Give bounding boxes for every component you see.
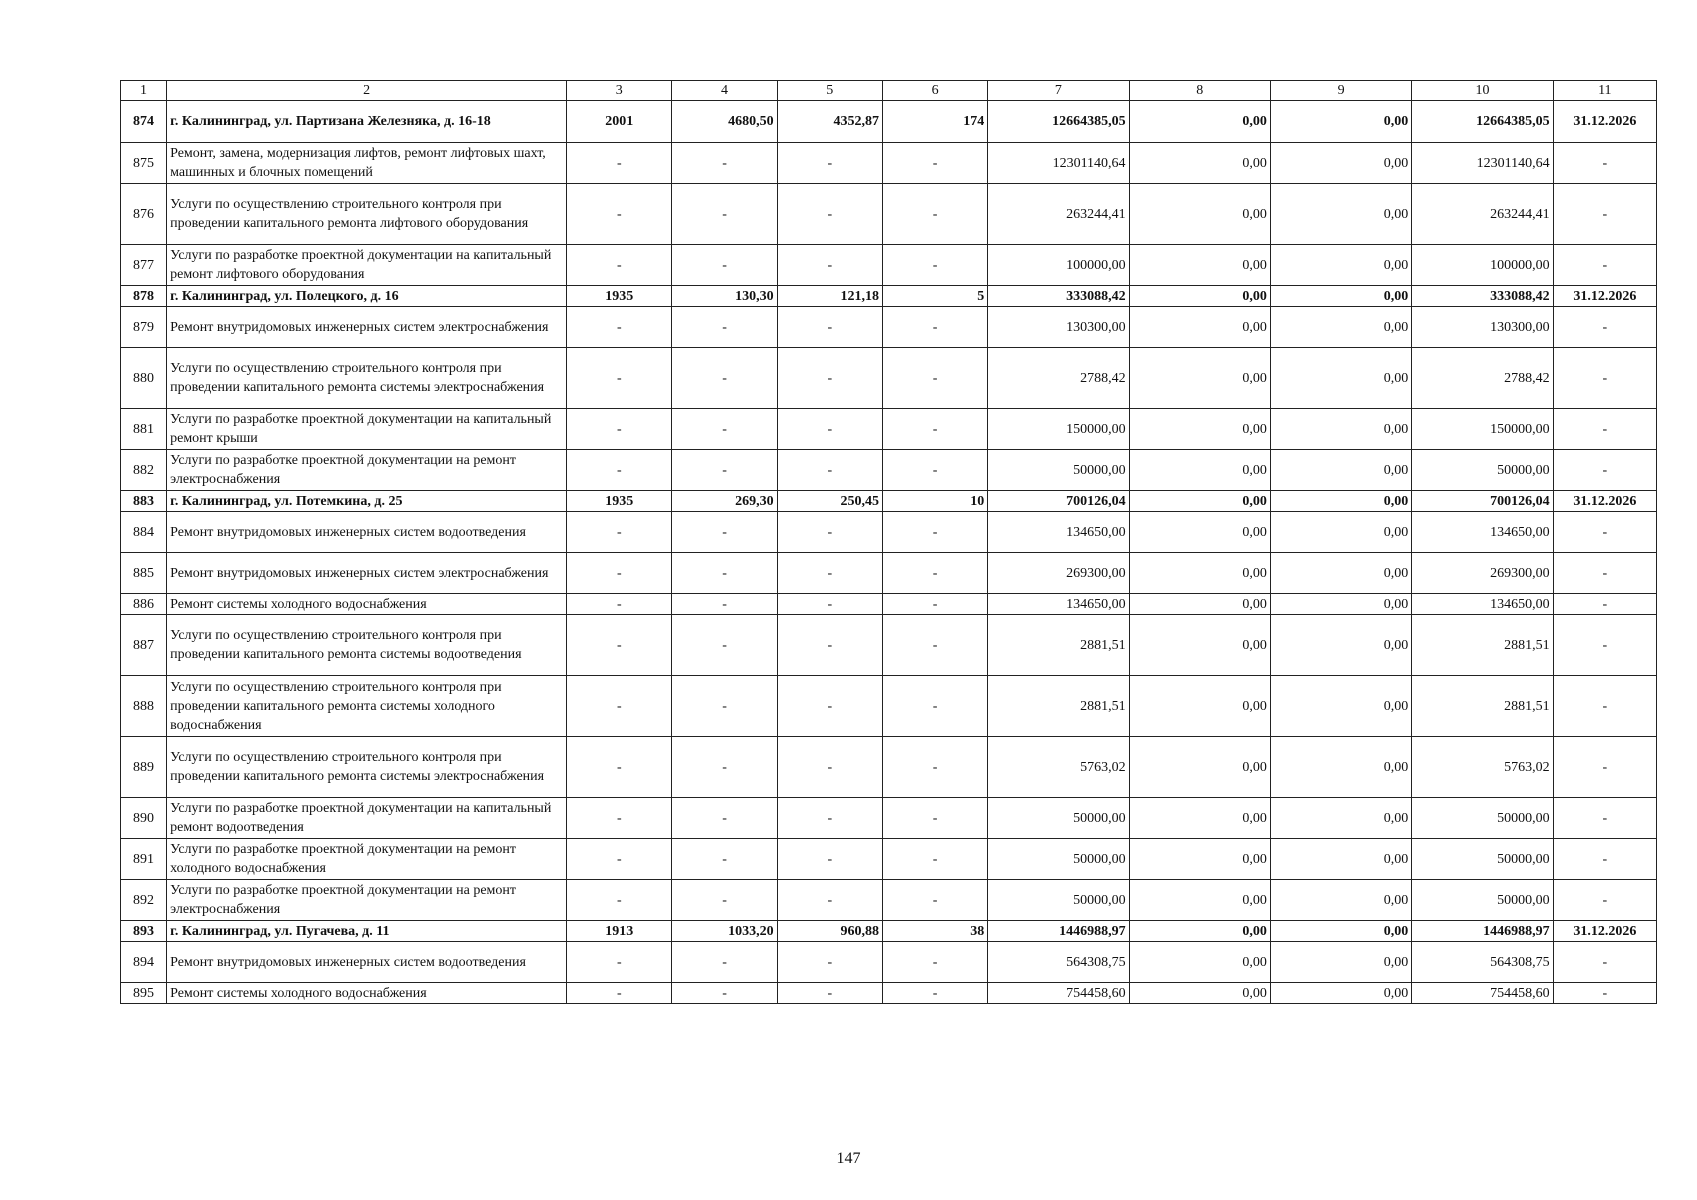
object-name: Ремонт внутридомовых инженерных систем водоотведения [167, 512, 567, 553]
total-cost-value: 754458,60 [988, 983, 1129, 1004]
object-name: Услуги по разработке проектной документации на ремонт электроснабжения [167, 880, 567, 921]
year-value: 1935 [567, 491, 672, 512]
cost-col9-value: 0,00 [1270, 880, 1411, 921]
cost-col9-value: 0,00 [1270, 307, 1411, 348]
cost-col9-value: 0,00 [1270, 409, 1411, 450]
residents-value: - [882, 615, 987, 676]
deadline-value: - [1553, 798, 1656, 839]
cost-col9-value: 0,00 [1270, 245, 1411, 286]
cost-col8-value: 0,00 [1129, 921, 1270, 942]
work-row [121, 839, 1657, 880]
cost-col8-value: 0,00 [1129, 615, 1270, 676]
row-number: 884 [121, 512, 167, 553]
row-number: 881 [121, 409, 167, 450]
deadline-value: - [1553, 676, 1656, 737]
living-area-value: - [777, 839, 882, 880]
living-area-value: - [777, 880, 882, 921]
object-name: Услуги по осуществлению строительного контроля при проведении капитального ремонта системы электроснабжения [167, 348, 567, 409]
table-body [121, 101, 1657, 1004]
year-value: - [567, 880, 672, 921]
object-name: Услуги по разработке проектной документации на ремонт холодного водоснабжения [167, 839, 567, 880]
cost-col8-value: 0,00 [1129, 101, 1270, 143]
total-area-value: - [672, 594, 777, 615]
cost-col9-value: 0,00 [1270, 553, 1411, 594]
living-area-value: - [777, 450, 882, 491]
cost-col10-value: 564308,75 [1412, 942, 1553, 983]
total-cost-value: 150000,00 [988, 409, 1129, 450]
year-value: - [567, 409, 672, 450]
work-row [121, 737, 1657, 798]
row-number: 890 [121, 798, 167, 839]
cost-col10-value: 263244,41 [1412, 184, 1553, 245]
cost-col9-value: 0,00 [1270, 942, 1411, 983]
cost-col8-value: 0,00 [1129, 491, 1270, 512]
total-area-value: 269,30 [672, 491, 777, 512]
cost-col10-value: 12301140,64 [1412, 143, 1553, 184]
object-name: Услуги по разработке проектной документации на капитальный ремонт крыши [167, 409, 567, 450]
work-row [121, 594, 1657, 615]
living-area-value: - [777, 409, 882, 450]
total-area-value: - [672, 798, 777, 839]
total-cost-value: 5763,02 [988, 737, 1129, 798]
residents-value: - [882, 880, 987, 921]
cost-col10-value: 50000,00 [1412, 450, 1553, 491]
living-area-value: 4352,87 [777, 101, 882, 143]
object-row [121, 491, 1657, 512]
total-cost-value: 134650,00 [988, 512, 1129, 553]
work-row [121, 184, 1657, 245]
deadline-value: - [1553, 307, 1656, 348]
deadline-value: - [1553, 594, 1656, 615]
cost-col8-value: 0,00 [1129, 737, 1270, 798]
residents-value: - [882, 143, 987, 184]
total-cost-value: 50000,00 [988, 839, 1129, 880]
living-area-value: 121,18 [777, 286, 882, 307]
cost-col9-value: 0,00 [1270, 839, 1411, 880]
cost-col10-value: 700126,04 [1412, 491, 1553, 512]
cost-col10-value: 50000,00 [1412, 839, 1553, 880]
cost-col10-value: 754458,60 [1412, 983, 1553, 1004]
column-number: 8 [1129, 81, 1270, 101]
work-row [121, 409, 1657, 450]
total-cost-value: 1446988,97 [988, 921, 1129, 942]
total-area-value: - [672, 184, 777, 245]
cost-col9-value: 0,00 [1270, 921, 1411, 942]
object-name: Ремонт системы холодного водоснабжения [167, 594, 567, 615]
cost-col8-value: 0,00 [1129, 143, 1270, 184]
residents-value: - [882, 450, 987, 491]
year-value: - [567, 615, 672, 676]
cost-col9-value: 0,00 [1270, 184, 1411, 245]
object-name: Услуги по разработке проектной документации на капитальный ремонт водоотведения [167, 798, 567, 839]
living-area-value: - [777, 512, 882, 553]
cost-col10-value: 134650,00 [1412, 594, 1553, 615]
total-area-value: - [672, 409, 777, 450]
cost-col10-value: 50000,00 [1412, 798, 1553, 839]
deadline-value: - [1553, 512, 1656, 553]
living-area-value: - [777, 348, 882, 409]
total-cost-value: 333088,42 [988, 286, 1129, 307]
year-value: - [567, 983, 672, 1004]
deadline-value: - [1553, 942, 1656, 983]
deadline-value: - [1553, 983, 1656, 1004]
total-area-value: - [672, 676, 777, 737]
work-row [121, 348, 1657, 409]
living-area-value: - [777, 594, 882, 615]
object-name: Услуги по осуществлению строительного контроля при проведении капитального ремонта системы холодного водоснабжения [167, 676, 567, 737]
residents-value: - [882, 839, 987, 880]
cost-col8-value: 0,00 [1129, 676, 1270, 737]
living-area-value: - [777, 143, 882, 184]
cost-col9-value: 0,00 [1270, 798, 1411, 839]
cost-col8-value: 0,00 [1129, 942, 1270, 983]
cost-col9-value: 0,00 [1270, 143, 1411, 184]
object-name: г. Калининград, ул. Партизана Железняка, д. 16-18 [167, 101, 567, 143]
year-value: - [567, 143, 672, 184]
page-number: 147 [836, 1150, 861, 1167]
column-number: 4 [672, 81, 777, 101]
residents-value: - [882, 737, 987, 798]
deadline-value: 31.12.2026 [1553, 286, 1656, 307]
residents-value: - [882, 348, 987, 409]
total-area-value: - [672, 307, 777, 348]
residents-value: - [882, 245, 987, 286]
year-value: - [567, 594, 672, 615]
row-number: 878 [121, 286, 167, 307]
object-name: Услуги по осуществлению строительного контроля при проведении капитального ремонта лифтового оборудования [167, 184, 567, 245]
object-row [121, 286, 1657, 307]
total-cost-value: 2788,42 [988, 348, 1129, 409]
total-cost-value: 269300,00 [988, 553, 1129, 594]
deadline-value: - [1553, 880, 1656, 921]
residents-value: 5 [882, 286, 987, 307]
living-area-value: - [777, 184, 882, 245]
row-number: 880 [121, 348, 167, 409]
cost-col10-value: 150000,00 [1412, 409, 1553, 450]
total-area-value: - [672, 245, 777, 286]
row-number: 883 [121, 491, 167, 512]
total-cost-value: 12664385,05 [988, 101, 1129, 143]
deadline-value: 31.12.2026 [1553, 101, 1656, 143]
deadline-value: - [1553, 184, 1656, 245]
living-area-value: - [777, 676, 882, 737]
cost-col10-value: 5763,02 [1412, 737, 1553, 798]
work-row [121, 983, 1657, 1004]
row-number: 874 [121, 101, 167, 143]
cost-col9-value: 0,00 [1270, 450, 1411, 491]
deadline-value: - [1553, 409, 1656, 450]
object-name: Ремонт внутридомовых инженерных систем электроснабжения [167, 307, 567, 348]
object-row [121, 921, 1657, 942]
deadline-value: - [1553, 143, 1656, 184]
living-area-value: 250,45 [777, 491, 882, 512]
work-row [121, 245, 1657, 286]
cost-col9-value: 0,00 [1270, 101, 1411, 143]
total-cost-value: 100000,00 [988, 245, 1129, 286]
object-name: Услуги по осуществлению строительного контроля при проведении капитального ремонта системы электроснабжения [167, 737, 567, 798]
row-number: 892 [121, 880, 167, 921]
deadline-value: 31.12.2026 [1553, 491, 1656, 512]
total-area-value: 130,30 [672, 286, 777, 307]
column-number: 9 [1270, 81, 1411, 101]
total-area-value: - [672, 143, 777, 184]
total-cost-value: 2881,51 [988, 615, 1129, 676]
object-row [121, 101, 1657, 143]
residents-value: 10 [882, 491, 987, 512]
row-number: 885 [121, 553, 167, 594]
cost-col10-value: 12664385,05 [1412, 101, 1553, 143]
row-number: 893 [121, 921, 167, 942]
total-cost-value: 12301140,64 [988, 143, 1129, 184]
row-number: 889 [121, 737, 167, 798]
total-cost-value: 50000,00 [988, 450, 1129, 491]
residents-value: - [882, 594, 987, 615]
cost-col9-value: 0,00 [1270, 676, 1411, 737]
cost-col10-value: 130300,00 [1412, 307, 1553, 348]
year-value: 1913 [567, 921, 672, 942]
living-area-value: - [777, 737, 882, 798]
cost-col8-value: 0,00 [1129, 245, 1270, 286]
column-number: 5 [777, 81, 882, 101]
total-cost-value: 134650,00 [988, 594, 1129, 615]
year-value: 2001 [567, 101, 672, 143]
total-cost-value: 263244,41 [988, 184, 1129, 245]
column-number: 6 [882, 81, 987, 101]
cost-col10-value: 269300,00 [1412, 553, 1553, 594]
cost-col8-value: 0,00 [1129, 409, 1270, 450]
cost-col8-value: 0,00 [1129, 307, 1270, 348]
row-number: 894 [121, 942, 167, 983]
total-area-value: - [672, 615, 777, 676]
cost-col8-value: 0,00 [1129, 553, 1270, 594]
cost-col8-value: 0,00 [1129, 286, 1270, 307]
year-value: - [567, 839, 672, 880]
residents-value: 174 [882, 101, 987, 143]
row-number: 891 [121, 839, 167, 880]
year-value: - [567, 348, 672, 409]
cost-col9-value: 0,00 [1270, 615, 1411, 676]
row-number: 882 [121, 450, 167, 491]
deadline-value: - [1553, 737, 1656, 798]
cost-col10-value: 100000,00 [1412, 245, 1553, 286]
total-cost-value: 2881,51 [988, 676, 1129, 737]
cost-col9-value: 0,00 [1270, 983, 1411, 1004]
total-area-value: - [672, 450, 777, 491]
object-name: г. Калининград, ул. Полецкого, д. 16 [167, 286, 567, 307]
cost-col10-value: 50000,00 [1412, 880, 1553, 921]
year-value: 1935 [567, 286, 672, 307]
object-name: Услуги по разработке проектной документации на капитальный ремонт лифтового оборудования [167, 245, 567, 286]
deadline-value: - [1553, 553, 1656, 594]
total-cost-value: 564308,75 [988, 942, 1129, 983]
living-area-value: - [777, 245, 882, 286]
deadline-value: - [1553, 450, 1656, 491]
column-number-header [121, 81, 1657, 101]
year-value: - [567, 184, 672, 245]
cost-col8-value: 0,00 [1129, 880, 1270, 921]
object-name: Ремонт внутридомовых инженерных систем водоотведения [167, 942, 567, 983]
total-area-value: - [672, 839, 777, 880]
row-number: 876 [121, 184, 167, 245]
cost-col8-value: 0,00 [1129, 348, 1270, 409]
deadline-value: - [1553, 839, 1656, 880]
work-row [121, 450, 1657, 491]
cost-col9-value: 0,00 [1270, 737, 1411, 798]
work-row [121, 307, 1657, 348]
column-number: 11 [1553, 81, 1656, 101]
cost-col10-value: 134650,00 [1412, 512, 1553, 553]
living-area-value: - [777, 553, 882, 594]
object-name: Ремонт, замена, модернизация лифтов, ремонт лифтовых шахт, машинных и блочных помещений [167, 143, 567, 184]
object-name: Ремонт системы холодного водоснабжения [167, 983, 567, 1004]
cost-col9-value: 0,00 [1270, 348, 1411, 409]
cost-col10-value: 2881,51 [1412, 615, 1553, 676]
deadline-value: - [1553, 615, 1656, 676]
work-row [121, 615, 1657, 676]
living-area-value: - [777, 615, 882, 676]
living-area-value: - [777, 983, 882, 1004]
total-area-value: - [672, 737, 777, 798]
year-value: - [567, 245, 672, 286]
object-name: Услуги по осуществлению строительного контроля при проведении капитального ремонта системы водоотведения [167, 615, 567, 676]
work-row [121, 880, 1657, 921]
cost-col8-value: 0,00 [1129, 839, 1270, 880]
cost-col8-value: 0,00 [1129, 450, 1270, 491]
year-value: - [567, 307, 672, 348]
total-area-value: 1033,20 [672, 921, 777, 942]
year-value: - [567, 553, 672, 594]
total-area-value: - [672, 983, 777, 1004]
living-area-value: - [777, 798, 882, 839]
row-number: 886 [121, 594, 167, 615]
row-number: 877 [121, 245, 167, 286]
year-value: - [567, 737, 672, 798]
column-number: 10 [1412, 81, 1553, 101]
register-table [120, 80, 1657, 1004]
row-number: 888 [121, 676, 167, 737]
total-area-value: - [672, 880, 777, 921]
cost-col8-value: 0,00 [1129, 983, 1270, 1004]
residents-value: - [882, 184, 987, 245]
total-area-value: - [672, 512, 777, 553]
total-area-value: - [672, 942, 777, 983]
deadline-value: - [1553, 348, 1656, 409]
column-number: 3 [567, 81, 672, 101]
work-row [121, 512, 1657, 553]
residents-value: - [882, 942, 987, 983]
living-area-value: - [777, 942, 882, 983]
total-cost-value: 50000,00 [988, 880, 1129, 921]
total-cost-value: 130300,00 [988, 307, 1129, 348]
residents-value: - [882, 676, 987, 737]
row-number: 879 [121, 307, 167, 348]
total-area-value: - [672, 553, 777, 594]
cost-col10-value: 2788,42 [1412, 348, 1553, 409]
object-name: г. Калининград, ул. Потемкина, д. 25 [167, 491, 567, 512]
residents-value: - [882, 307, 987, 348]
year-value: - [567, 942, 672, 983]
cost-col9-value: 0,00 [1270, 512, 1411, 553]
total-area-value: 4680,50 [672, 101, 777, 143]
cost-col8-value: 0,00 [1129, 512, 1270, 553]
cost-col9-value: 0,00 [1270, 286, 1411, 307]
work-row [121, 143, 1657, 184]
cost-col8-value: 0,00 [1129, 798, 1270, 839]
living-area-value: - [777, 307, 882, 348]
year-value: - [567, 512, 672, 553]
cost-col9-value: 0,00 [1270, 491, 1411, 512]
object-name: Ремонт внутридомовых инженерных систем электроснабжения [167, 553, 567, 594]
work-row [121, 942, 1657, 983]
column-number: 2 [167, 81, 567, 101]
row-number: 887 [121, 615, 167, 676]
year-value: - [567, 676, 672, 737]
residents-value: - [882, 553, 987, 594]
residents-value: - [882, 512, 987, 553]
residents-value: - [882, 409, 987, 450]
deadline-value: - [1553, 245, 1656, 286]
work-row [121, 676, 1657, 737]
work-row [121, 553, 1657, 594]
deadline-value: 31.12.2026 [1553, 921, 1656, 942]
work-row [121, 798, 1657, 839]
cost-col8-value: 0,00 [1129, 184, 1270, 245]
cost-col9-value: 0,00 [1270, 594, 1411, 615]
row-number: 875 [121, 143, 167, 184]
total-cost-value: 700126,04 [988, 491, 1129, 512]
row-number: 895 [121, 983, 167, 1004]
cost-col8-value: 0,00 [1129, 594, 1270, 615]
column-number: 7 [988, 81, 1129, 101]
total-cost-value: 50000,00 [988, 798, 1129, 839]
cost-col10-value: 333088,42 [1412, 286, 1553, 307]
cost-col10-value: 2881,51 [1412, 676, 1553, 737]
residents-value: - [882, 983, 987, 1004]
total-area-value: - [672, 348, 777, 409]
year-value: - [567, 450, 672, 491]
object-name: Услуги по разработке проектной документации на ремонт электроснабжения [167, 450, 567, 491]
column-number: 1 [121, 81, 167, 101]
year-value: - [567, 798, 672, 839]
residents-value: - [882, 798, 987, 839]
object-name: г. Калининград, ул. Пугачева, д. 11 [167, 921, 567, 942]
cost-col10-value: 1446988,97 [1412, 921, 1553, 942]
living-area-value: 960,88 [777, 921, 882, 942]
residents-value: 38 [882, 921, 987, 942]
